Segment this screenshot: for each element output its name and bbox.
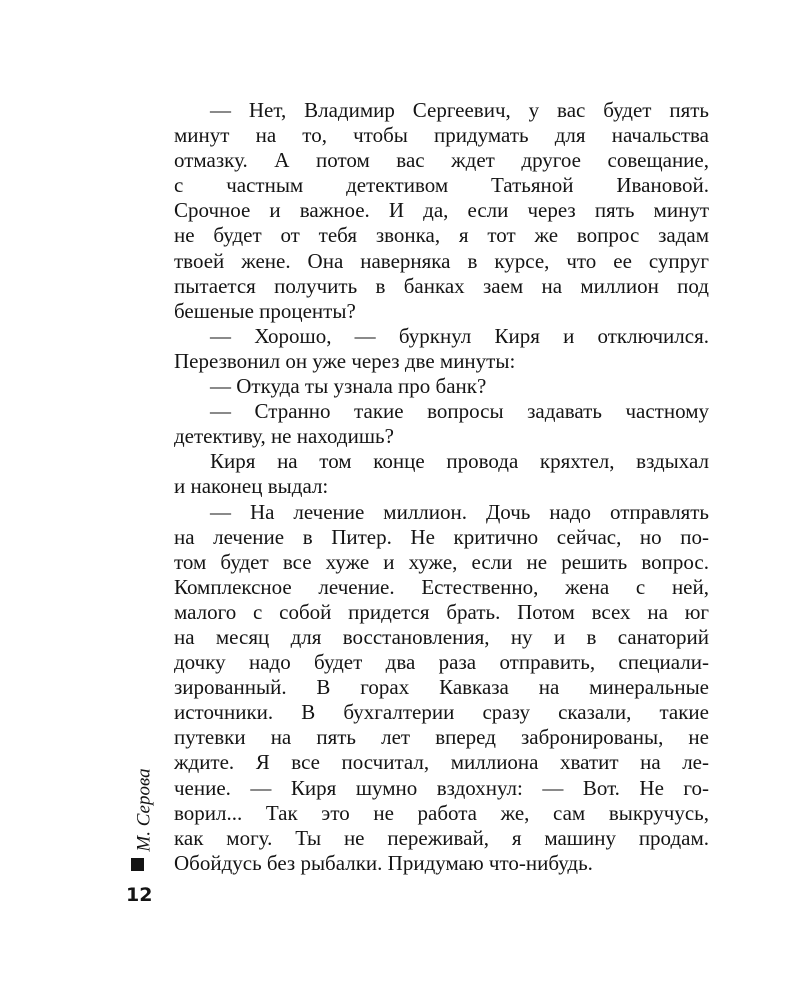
text-line: малого с собой придется брать. Потом всех на юг (174, 599, 709, 624)
author-label: М. Серова (134, 768, 155, 852)
running-head-author (130, 765, 160, 855)
text-line: отмазку. А потом вас ждет другое совещание, (174, 148, 709, 173)
text-line: и наконец выдал: (174, 474, 329, 499)
text-line: — Странно такие вопросы задавать частному (210, 399, 709, 424)
text-line: на лечение в Питер. Не критично сейчас, но по- (174, 524, 709, 549)
text-line: с частным детективом Татьяной Ивановой. (174, 173, 709, 198)
text-line: — Откуда ты узнала про банк? (210, 374, 487, 399)
text-line: на месяц для восстановления, ну и в санаторий (174, 624, 709, 649)
text-line: — Нет, Владимир Сергеевич, у вас будет пять (210, 98, 709, 122)
text-line: чение. — Киря шумно вздохнул: — Вот. Не го- (174, 775, 709, 800)
text-line: Срочное и важное. И да, если через пять минут (174, 198, 709, 223)
text-line: путевки на пять лет вперед забронированы, не (174, 725, 709, 750)
body-text (174, 98, 709, 876)
text-line: ждите. Я все посчитал, миллиона хватит на ле- (174, 750, 709, 775)
text-line: ворил... Так это не работа же, сам выкручусь, (174, 800, 709, 825)
text-line: Киря на том конце провода кряхтел, вздыхал (210, 449, 709, 474)
text-line: Перезвонил он уже через две минуты: (174, 348, 516, 373)
text-line: источники. В бухгалтерии сразу сказали, такие (174, 700, 709, 725)
text-line: детективу, не находишь? (174, 424, 394, 449)
text-line: бешеные проценты? (174, 298, 356, 323)
text-line: — На лечение миллион. Дочь надо отправлять (210, 499, 709, 524)
running-head-marker (131, 858, 144, 871)
text-line: как могу. Ты не переживай, я машину продам. (174, 825, 709, 850)
text-line: дочку надо будет два раза отправить, специали- (174, 650, 709, 675)
text-line: минут на то, чтобы придумать для начальства (174, 123, 709, 148)
text-line: Обойдусь без рыбалки. Придумаю что-нибудь. (174, 850, 593, 875)
text-line: пытается получить в банках заем на миллион под (174, 273, 709, 298)
page-number: 12 (126, 884, 153, 906)
text-line: твоей жене. Она наверняка в курсе, что ее супруг (174, 248, 709, 273)
text-line: — Хорошо, — буркнул Киря и отключился. (210, 323, 709, 348)
text-line: не будет от тебя звонка, я тот же вопрос задам (174, 223, 709, 248)
text-line: том будет все хуже и хуже, если не решить вопрос. (174, 549, 709, 574)
text-line: Комплексное лечение. Естественно, жена с ней, (174, 574, 709, 599)
text-line: зированный. В горах Кавказа на минеральные (174, 675, 709, 700)
